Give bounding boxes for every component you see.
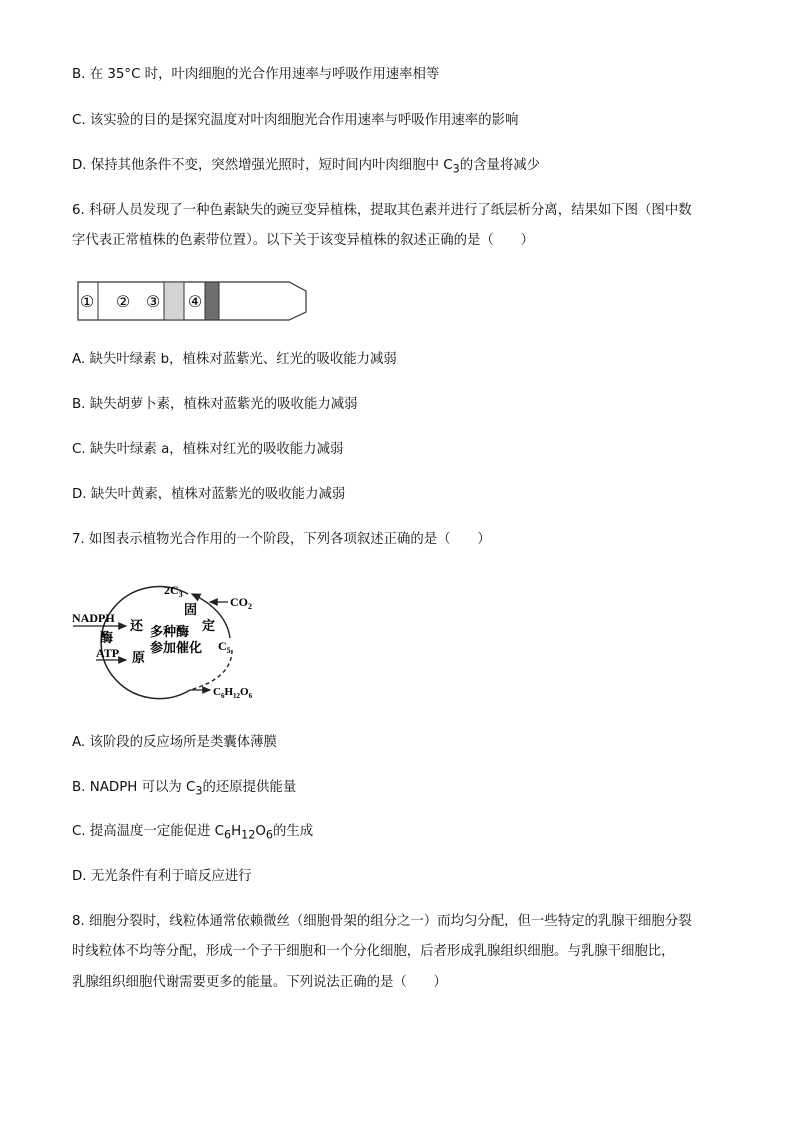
q6-option-c: C. 缺失叶绿素 a，植株对红光的吸收能力减弱 xyxy=(72,442,344,457)
q7-option-a: A. 该阶段的反应场所是类囊体薄膜 xyxy=(72,735,277,750)
chromatography-strip xyxy=(77,280,312,322)
subscript: 12 xyxy=(241,828,256,842)
formula-o: O xyxy=(255,824,266,839)
q7-option-b-text: B. NADPH 可以为 C xyxy=(72,780,196,795)
enzyme-label: 酶 xyxy=(100,630,114,645)
option-c-prev: C. 该实验的目的是探究温度对叶肉细胞光合作用速率与呼吸作用速率的影响 xyxy=(72,113,519,128)
q7-stem: 7. 如图表示植物光合作用的一个阶段，下列各项叙述正确的是（ ） xyxy=(72,532,491,547)
subscript: 6 xyxy=(223,828,232,842)
option-b-prev: B. 在 35°C 时，叶肉细胞的光合作用速率与呼吸作用速率相等 xyxy=(72,67,440,82)
option-d-text: D. 保持其他条件不变，突然增强光照时，短时间内叶肉细胞中 C xyxy=(72,158,453,173)
q8-stem-line1: 8. 细胞分裂时，线粒体通常依赖微丝（细胞骨架的组分之一）而均匀分配，但一些特定的乳腺干细胞分裂 xyxy=(72,914,692,929)
option-d-text-end: 的含量将减少 xyxy=(459,158,541,173)
q6-option-b: B. 缺失胡萝卜素，植株对蓝紫光的吸收能力减弱 xyxy=(72,397,358,412)
reduce-label-1: 还 xyxy=(130,618,144,633)
q7-option-d: D. 无光条件有利于暗反应进行 xyxy=(72,869,252,884)
subscript: 6 xyxy=(265,828,274,842)
q7-option-c xyxy=(72,822,313,846)
q7-option-b xyxy=(72,778,296,802)
fix-label-2: 定 xyxy=(202,618,216,633)
co2-label: $CO_2$ xyxy=(230,595,252,611)
band-label-1: ① xyxy=(79,292,95,311)
q8-stem-line2: 时线粒体不均等分配，形成一个子干细胞和一个分化细胞，后者形成乳腺组织细胞。与乳腺干细胞比， xyxy=(72,944,675,959)
q8-stem-line3: 乳腺组织细胞代谢需要更多的能量。下列说法正确的是（ ） xyxy=(72,975,447,990)
q6-option-a: A. 缺失叶绿素 b，植株对蓝紫光、红光的吸收能力减弱 xyxy=(72,352,397,367)
c3-label: $2C_3$ xyxy=(164,583,183,599)
formula-h: H xyxy=(231,824,242,839)
q6-option-d: D. 缺失叶黄素，植株对蓝紫光的吸收能力减弱 xyxy=(72,487,346,502)
subscript: 3 xyxy=(452,162,460,176)
q7-option-b-text-end: 的还原提供能量 xyxy=(202,780,297,795)
multi-enzyme-label-1: 多种酶 xyxy=(150,624,190,639)
option-d-prev xyxy=(72,156,540,180)
reduce-label-2: 原 xyxy=(132,650,146,665)
band-label-2: ② xyxy=(115,292,131,311)
subscript: 3 xyxy=(195,784,203,798)
glucose-label: $C_6H_{12}O_6$ xyxy=(213,686,253,700)
band-label-4: ④ xyxy=(187,292,203,311)
atp-label: ATP xyxy=(96,646,120,660)
q7-option-c-text-end: 的生成 xyxy=(273,824,314,839)
q6-stem-line1: 6. 科研人员发现了一种色素缺失的豌豆变异植株，提取其色素并进行了纸层析分离，结果如下图（图中数 xyxy=(72,203,692,218)
c5-label: $C_5$ xyxy=(218,639,231,655)
nadph-label: NADPH xyxy=(72,611,115,625)
fix-label-1: 固 xyxy=(184,602,198,617)
multi-enzyme-label-2: 参加催化 xyxy=(150,640,203,655)
calvin-cycle-diagram xyxy=(70,580,270,705)
q7-option-c-text: C. 提高温度一定能促进 C xyxy=(72,824,224,839)
band-label-3: ③ xyxy=(145,292,161,311)
q6-stem-line2: 字代表正常植株的色素带位置）。以下关于该变异植株的叙述正确的是（ ） xyxy=(72,233,534,248)
